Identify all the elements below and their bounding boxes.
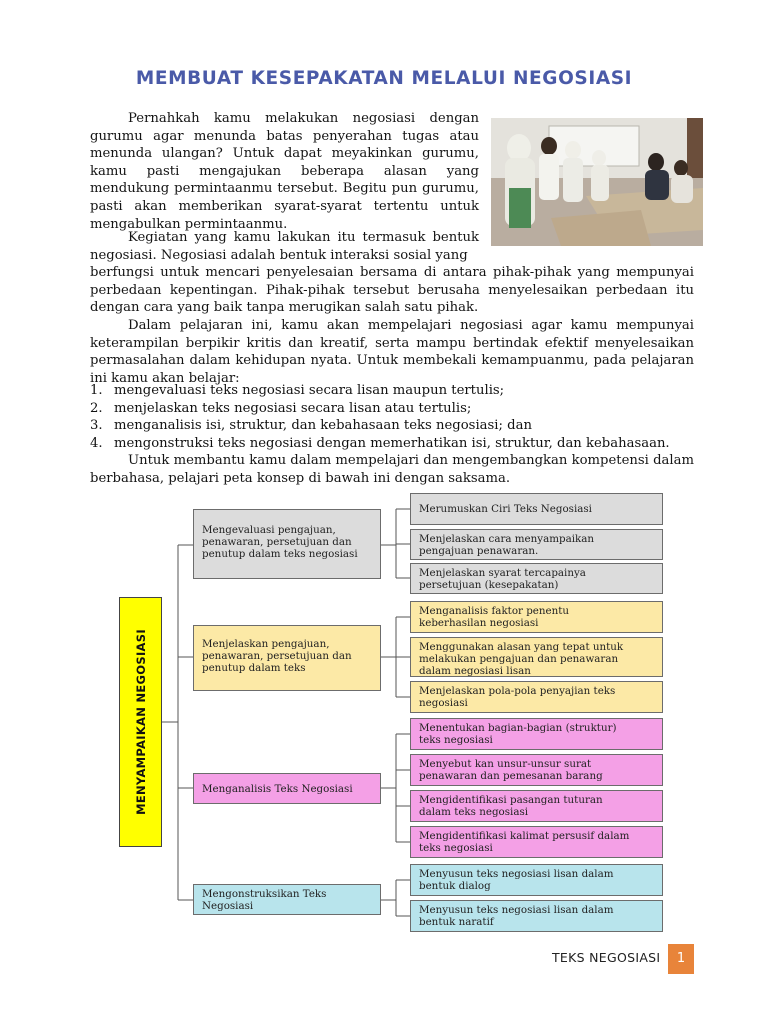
construct-item: Menyusun teks negosiasi lisan dalam bentuk dialog bbox=[410, 864, 663, 896]
branch-construct: Mengonstruksikan Teks Negosiasi bbox=[193, 884, 381, 915]
explain-item: Menganalisis faktor penentu keberhasilan negosiasi bbox=[410, 601, 663, 633]
construct-item: Menyusun teks negosiasi lisan dalam bentuk naratif bbox=[410, 900, 663, 932]
definition-paragraph-end: berfungsi untuk mencari penyelesaian bersama di antara pihak-pihak yang mempunyai perbedaan kepentingan. Pihak-pihak tersebut berusaha menyelesaikan perbedaan itu dengan cara yang baik tanpa merugikan salah satu pihak. bbox=[90, 265, 694, 316]
lesson-paragraph: Dalam pelajaran ini, kamu akan mempelajari negosiasi agar kamu mempunyai keterampilan berpikir kritis dan kreatif, serta mampu bertindak efektif menyelesaikan permasalahan dalam kehidupan nyata. Untuk membekali kemampuanmu, pada pelajaran ini kamu akan belajar: bbox=[90, 318, 694, 386]
explain-item: Menjelaskan pola-pola penyajian teks negosiasi bbox=[410, 681, 663, 713]
concept-map-root: MENYAMPAIKAN NEGOSIASI bbox=[119, 597, 162, 847]
analyze-item: Mengidentifikasi pasangan tuturan dalam teks negosiasi bbox=[410, 790, 663, 822]
concept-map-intro: Untuk membantu kamu dalam mempelajari dan mengembangkan kompetensi dalam berbahasa, pelajari peta konsep di bawah ini dengan saksama. bbox=[90, 453, 694, 486]
evaluate-item: Menjelaskan syarat tercapainya persetujuan (kesepakatan) bbox=[410, 563, 663, 594]
evaluate-item: Merumuskan Ciri Teks Negosiasi bbox=[410, 493, 663, 525]
definition-paragraph-start: Kegiatan yang kamu lakukan itu termasuk bentuk negosiasi. Negosiasi adalah bentuk interaksi sosial yang bbox=[90, 230, 479, 263]
branch-analyze: Menganalisis Teks Negosiasi bbox=[193, 773, 381, 804]
list-item: 4. mengonstruksi teks negosiasi dengan memerhatikan isi, struktur, dan kebahasaan. bbox=[90, 435, 670, 451]
page-title: MEMBUAT KESEPAKATAN MELALUI NEGOSIASI bbox=[135, 68, 633, 89]
intro-paragraph: Pernahkah kamu melakukan negosiasi dengan gurumu agar menunda batas penyerahan tugas atau menunda ulangan? Untuk dapat meyakinkan gurumu, kamu pasti mengajukan beberapa alasan yang mendukung permintaanmu tersebut. Begitu pun gurumu, pasti akan memberikan syarat-syarat tertentu untuk mengabulkan permintaanmu. bbox=[90, 111, 479, 232]
branch-explain: Menjelaskan pengajuan, penawaran, persetujuan dan penutup dalam teks bbox=[193, 625, 381, 691]
explain-item: Menggunakan alasan yang tepat untuk melakukan pengajuan dan penawaran dalam negosiasi lisan bbox=[410, 637, 663, 677]
footer-label: TEKS NEGOSIASI bbox=[552, 950, 661, 965]
list-item: 2. menjelaskan teks negosiasi secara lisan atau tertulis; bbox=[90, 400, 472, 416]
branch-evaluate: Mengevaluasi pengajuan, penawaran, persetujuan dan penutup dalam teks negosiasi bbox=[193, 509, 381, 579]
list-item: 1. mengevaluasi teks negosiasi secara lisan maupun tertulis; bbox=[90, 383, 505, 398]
analyze-item: Menyebut kan unsur-unsur surat penawaran dan pemesanan barang bbox=[410, 754, 663, 786]
list-item: 3. menganalisis isi, struktur, dan kebahasaan teks negosiasi; dan bbox=[90, 418, 532, 434]
goals-list bbox=[90, 382, 694, 452]
analyze-item: Menentukan bagian-bagian (struktur) teks negosiasi bbox=[410, 718, 663, 750]
analyze-item: Mengidentifikasi kalimat persusif dalam teks negosiasi bbox=[410, 826, 663, 858]
evaluate-item: Menjelaskan cara menyampaikan pengajuan penawaran. bbox=[410, 529, 663, 560]
page-number: 1 bbox=[668, 944, 694, 974]
classroom-photo bbox=[491, 118, 703, 246]
